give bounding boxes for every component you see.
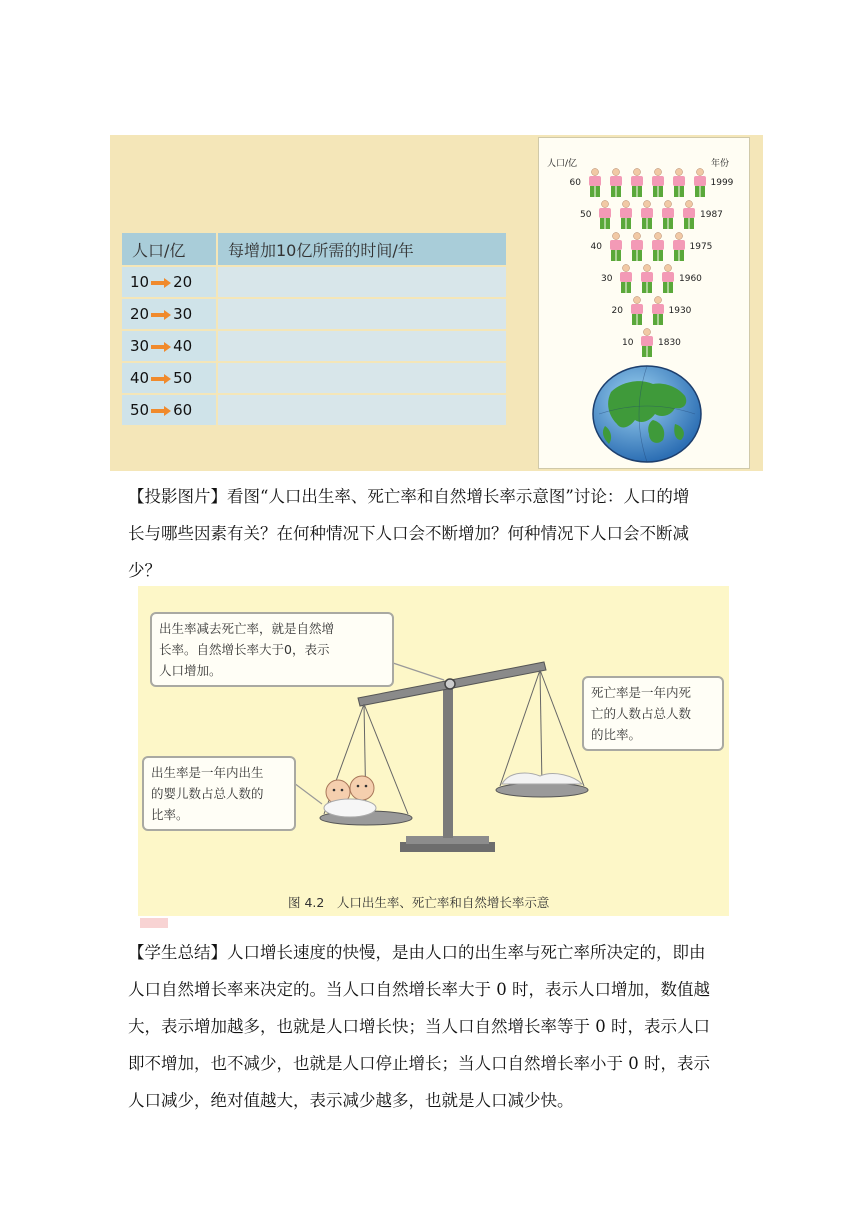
person-icon bbox=[628, 168, 646, 198]
note-line: 长率。自然增长率大于0，表示 bbox=[159, 642, 330, 657]
range-to: 30 bbox=[173, 305, 193, 323]
arrow-right-icon bbox=[151, 310, 171, 320]
pictogram-row bbox=[539, 296, 749, 328]
table-header-time: 每增加10亿所需的时间/年 bbox=[217, 233, 507, 266]
pictogram-row bbox=[539, 168, 749, 200]
paragraph-line: 【投影图片】看图“人口出生率、死亡率和自然增长率示意图”讨论：人口的增 bbox=[128, 487, 690, 506]
range-from: 10 bbox=[130, 273, 150, 291]
person-icon bbox=[649, 296, 667, 326]
note-line: 亡的人数占总人数 bbox=[591, 706, 692, 721]
pictogram-population: 50 bbox=[580, 210, 592, 220]
person-icon bbox=[638, 264, 656, 294]
population-pictogram bbox=[538, 137, 750, 469]
person-icon bbox=[607, 232, 625, 262]
paragraph-line: 大，表示增加越多，也就是人口增长快；当人口自然增长率等于 0 时，表示人口 bbox=[128, 1017, 710, 1036]
pictogram-population: 20 bbox=[611, 306, 623, 316]
paragraph-line: 【学生总结】人口增长速度的快慢，是由人口的出生率与死亡率所决定的，即由 bbox=[128, 943, 706, 962]
time-cell bbox=[217, 362, 507, 394]
pictogram-population: 30 bbox=[601, 274, 613, 284]
arrow-right-icon bbox=[151, 342, 171, 352]
population-range-cell bbox=[122, 362, 217, 394]
range-to: 60 bbox=[173, 401, 193, 419]
pictogram-year: 1960 bbox=[679, 274, 702, 284]
paragraph-line: 少？ bbox=[128, 561, 161, 580]
person-icon bbox=[649, 232, 667, 262]
range-from: 30 bbox=[130, 337, 150, 355]
time-cell bbox=[217, 394, 507, 425]
pictogram-row bbox=[539, 200, 749, 232]
table-header-row bbox=[122, 233, 507, 266]
range-to: 20 bbox=[173, 273, 193, 291]
pictogram-row bbox=[539, 264, 749, 296]
person-icon bbox=[628, 232, 646, 262]
babies-icon bbox=[324, 776, 376, 817]
person-icon bbox=[617, 264, 635, 294]
pictogram-row bbox=[539, 328, 749, 360]
person-icon bbox=[638, 328, 656, 358]
note-line: 比率。 bbox=[151, 807, 189, 822]
paragraph-line: 长与哪些因素有关？在何种情况下人口会不断增加？何种情况下人口会不断减 bbox=[128, 524, 689, 543]
population-range-cell bbox=[122, 266, 217, 298]
pictogram-population: 40 bbox=[590, 242, 602, 252]
globe-icon bbox=[591, 364, 703, 464]
pictogram-population: 10 bbox=[622, 338, 634, 348]
person-icon bbox=[649, 168, 667, 198]
population-table bbox=[122, 233, 508, 425]
arrow-right-icon bbox=[151, 406, 171, 416]
population-growth-figure bbox=[110, 135, 763, 471]
paragraph-discussion bbox=[128, 478, 736, 589]
table-row bbox=[122, 362, 507, 394]
range-to: 40 bbox=[173, 337, 193, 355]
person-icon bbox=[659, 264, 677, 294]
note-line: 的比率。 bbox=[591, 727, 642, 742]
pictogram-row bbox=[539, 232, 749, 264]
birth-death-rate-figure bbox=[138, 586, 729, 886]
pictogram-population: 60 bbox=[569, 178, 581, 188]
note-line: 人口增加。 bbox=[159, 663, 222, 678]
pictogram-year: 1830 bbox=[658, 338, 681, 348]
person-icon bbox=[586, 168, 604, 198]
time-cell bbox=[217, 298, 507, 330]
note-line: 的婴儿数占总人数的 bbox=[151, 786, 264, 801]
pictogram-ylabel: 人口/亿 bbox=[547, 159, 578, 169]
pictogram-year: 1975 bbox=[689, 242, 713, 252]
paragraph-line: 即不增加，也不减少，也就是人口停止增长；当人口自然增长率小于 0 时，表示 bbox=[128, 1054, 710, 1073]
population-range-cell bbox=[122, 330, 217, 362]
note-death-rate bbox=[582, 676, 724, 751]
paragraph-line: 人口自然增长率来决定的。当人口自然增长率大于 0 时，表示人口增加，数值越 bbox=[128, 980, 710, 999]
range-from: 20 bbox=[130, 305, 150, 323]
person-icon bbox=[659, 200, 677, 230]
arrow-right-icon bbox=[151, 374, 171, 384]
arrow-right-icon bbox=[151, 278, 171, 288]
table-row bbox=[122, 298, 507, 330]
person-icon bbox=[628, 296, 646, 326]
person-icon bbox=[596, 200, 614, 230]
table-row bbox=[122, 266, 507, 298]
pictogram-year: 1930 bbox=[668, 306, 692, 316]
paragraph-summary bbox=[128, 934, 736, 1119]
note-line: 出生率减去死亡率，就是自然增 bbox=[159, 621, 335, 636]
note-birth-rate bbox=[142, 756, 296, 831]
person-icon bbox=[638, 200, 656, 230]
pictogram-year: 1999 bbox=[710, 178, 734, 188]
population-range-cell bbox=[122, 394, 217, 425]
figure-caption-area bbox=[138, 886, 729, 916]
table-row bbox=[122, 394, 507, 425]
person-icon bbox=[670, 168, 688, 198]
population-range-cell bbox=[122, 298, 217, 330]
figure-caption: 图 4.2 人口出生率、死亡率和自然增长率示意 bbox=[288, 895, 550, 910]
table-header-population: 人口/亿 bbox=[122, 233, 217, 266]
range-to: 50 bbox=[173, 369, 193, 387]
table-row bbox=[122, 330, 507, 362]
pictogram-year-label: 年份 bbox=[711, 159, 730, 169]
person-icon bbox=[617, 200, 635, 230]
person-icon bbox=[607, 168, 625, 198]
note-natural-growth-rate bbox=[150, 612, 394, 687]
note-line: 死亡率是一年内死 bbox=[591, 685, 692, 700]
range-from: 50 bbox=[130, 401, 150, 419]
person-icon bbox=[691, 168, 709, 198]
pictogram-year: 1987 bbox=[700, 210, 723, 220]
range-from: 40 bbox=[130, 369, 150, 387]
time-cell bbox=[217, 266, 507, 298]
decorative-mark bbox=[140, 918, 168, 928]
paragraph-line: 人口减少，绝对值越大，表示减少越多，也就是人口减少快。 bbox=[128, 1091, 574, 1110]
person-icon bbox=[680, 200, 698, 230]
time-cell bbox=[217, 330, 507, 362]
note-line: 出生率是一年内出生 bbox=[151, 765, 264, 780]
person-icon bbox=[670, 232, 688, 262]
